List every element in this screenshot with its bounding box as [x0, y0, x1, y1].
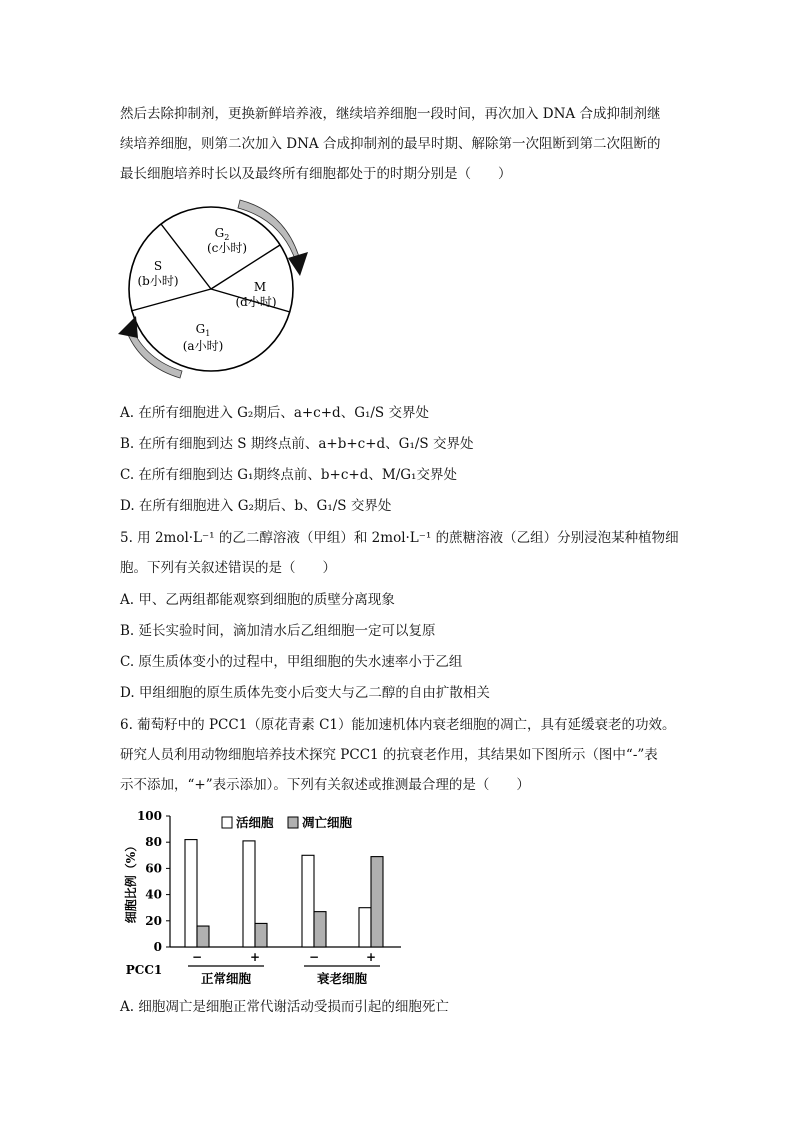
q5-stem-line-2: 胞。下列有关叙述错误的是（ ）	[120, 560, 336, 576]
bar-apoptotic	[314, 912, 326, 947]
legend-swatch	[222, 817, 232, 828]
s-label: S	[153, 259, 163, 273]
q4-option-c: C. 在所有细胞到达 G₁期终点前、b+c+d、M/G₁交界处	[120, 467, 457, 483]
y-axis-label: 细胞比例（%）	[124, 839, 138, 924]
legend-swatch	[288, 817, 298, 828]
y-tick-label: 80	[145, 835, 162, 850]
q4-option-d: D. 在所有细胞进入 G₂期后、b、G₁/S 交界处	[120, 498, 392, 514]
q6-option-a: A. 细胞凋亡是细胞正常代谢活动受损而引起的细胞死亡	[120, 999, 449, 1015]
intro-line-3: 最长细胞培养时长以及最终所有细胞都处于的时期分别是（ ）	[120, 166, 512, 182]
q5-stem-line-1: 5. 用 2mol·L⁻¹ 的乙二醇溶液（甲组）和 2mol·L⁻¹ 的蔗糖溶液（乙组）分别浸泡某种植物细	[120, 530, 679, 546]
group-label-aged: 衰老细胞	[316, 971, 368, 986]
q4-option-a: A. 在所有细胞进入 G₂期后、a+c+d、G₁/S 交界处	[120, 405, 429, 421]
g2-time: (c小时)	[206, 241, 248, 255]
q5-option-a: A. 甲、乙两组都能观察到细胞的质壁分离现象	[120, 592, 395, 608]
legend-label: 凋亡细胞	[302, 815, 353, 830]
x-tick-label: +	[249, 950, 261, 964]
intro-line-2: 续培养细胞，则第二次加入 DNA 合成抑制剂的最早时期、解除第一次阻断到第二次阻断的	[120, 136, 661, 152]
q6-stem-line-2: 研究人员利用动物细胞培养技术探究 PCC1 的抗衰老作用，其结果如下图所示（图中“-”表	[120, 747, 658, 763]
bar-apoptotic	[197, 926, 209, 947]
bar-live	[359, 908, 371, 947]
pcc1-row-label: PCC1	[125, 963, 163, 977]
y-tick-label: 60	[145, 861, 162, 876]
y-tick-label: 100	[136, 809, 162, 823]
m-time: (d小时)	[235, 295, 277, 309]
q5-option-c: C. 原生质体变小的过程中，甲组细胞的失水速率小于乙组	[120, 654, 463, 670]
bar-apoptotic	[255, 923, 267, 947]
group-label-normal: 正常细胞	[200, 971, 252, 986]
bar-live	[302, 855, 314, 947]
y-tick-label: 40	[145, 887, 162, 902]
bar-chart	[118, 804, 418, 994]
x-tick-label: −	[191, 950, 203, 964]
intro-line-1: 然后去除抑制剂，更换新鲜培养液，继续培养细胞一段时间，再次加入 DNA 合成抑制剂继	[120, 106, 661, 122]
bottom-left-arrowhead	[118, 316, 138, 338]
x-tick-label: +	[365, 950, 377, 964]
q5-option-d: D. 甲组细胞的原生质体先变小后变大与乙二醇的自由扩散相关	[120, 685, 490, 701]
m-label: M	[253, 280, 267, 294]
g2-label: $G_2$	[214, 226, 230, 242]
bar-live	[185, 840, 197, 947]
cell-cycle-diagram	[110, 190, 320, 390]
y-tick-label: 20	[145, 913, 162, 928]
s-time: (b小时)	[137, 274, 179, 288]
q5-option-b: B. 延长实验时间，滴加清水后乙组细胞一定可以复原	[120, 623, 436, 639]
q6-stem-line-1: 6. 葡萄籽中的 PCC1（原花青素 C1）能加速机体内衰老细胞的凋亡，具有延缓衰老的功效。	[120, 717, 676, 733]
x-tick-label: −	[308, 950, 320, 964]
y-tick-label: 0	[153, 940, 162, 954]
q6-stem-line-3: 示不添加，“+”表示添加）。下列有关叙述或推测最合理的是（ ）	[120, 777, 530, 793]
g1-time: (a小时)	[182, 339, 224, 353]
g1-label: $G_1$	[195, 322, 211, 338]
q4-option-b: B. 在所有细胞到达 S 期终点前、a+b+c+d、G₁/S 交界处	[120, 436, 474, 452]
bar-live	[243, 841, 255, 947]
legend-label: 活细胞	[236, 815, 274, 830]
bar-apoptotic	[371, 857, 383, 947]
